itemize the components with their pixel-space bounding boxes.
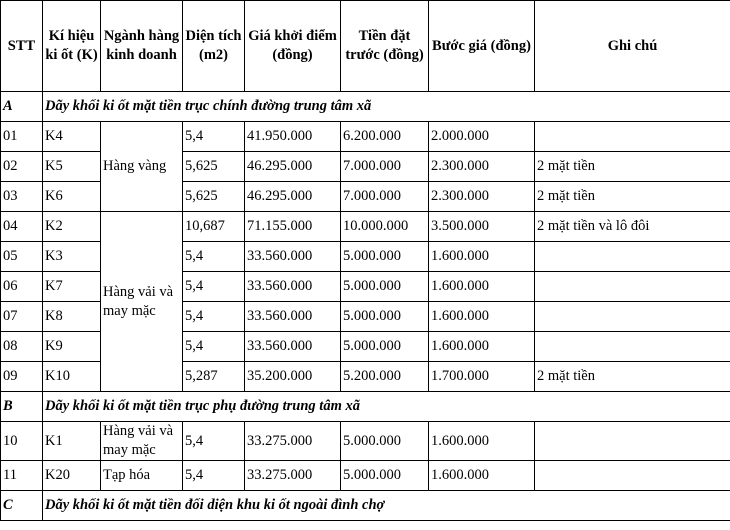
header-area: Diện tích (m2) [183, 1, 245, 92]
cell-stt: 08 [1, 332, 43, 362]
cell-step: 1.600.000 [429, 302, 535, 332]
cell-kiot: K10 [43, 362, 101, 392]
section-title: Dãy khối ki ốt mặt tiền trục phụ đường trung tâm xã [43, 392, 730, 422]
cell-deposit: 5.000.000 [341, 332, 429, 362]
cell-stt: 03 [1, 182, 43, 212]
cell-start-price: 35.200.000 [245, 362, 341, 392]
cell-deposit: 5.000.000 [341, 461, 429, 491]
cell-start-price: 33.275.000 [245, 422, 341, 461]
cell-area: 5,4 [183, 332, 245, 362]
cell-kiot: K9 [43, 332, 101, 362]
cell-stt: 01 [1, 122, 43, 152]
section-code: C [1, 491, 43, 521]
cell-stt: 09 [1, 362, 43, 392]
cell-start-price: 33.275.000 [245, 461, 341, 491]
cell-area: 10,687 [183, 212, 245, 242]
cell-stt: 11 [1, 461, 43, 491]
cell-area: 5,4 [183, 242, 245, 272]
cell-kiot: K6 [43, 182, 101, 212]
cell-category: Hàng vải và may mặc [101, 422, 183, 461]
cell-start-price: 33.560.000 [245, 302, 341, 332]
cell-note [535, 422, 730, 461]
cell-note [535, 302, 730, 332]
section-code: B [1, 392, 43, 422]
cell-step: 1.600.000 [429, 332, 535, 362]
cell-kiot: K5 [43, 152, 101, 182]
cell-kiot: K2 [43, 212, 101, 242]
cell-start-price: 71.155.000 [245, 212, 341, 242]
cell-kiot: K20 [43, 461, 101, 491]
cell-note: 2 mặt tiền [535, 182, 730, 212]
table-row [1, 122, 730, 152]
cell-area: 5,625 [183, 152, 245, 182]
header-kiot: Kí hiệu ki ốt (K) [43, 1, 101, 92]
cell-deposit: 6.200.000 [341, 122, 429, 152]
cell-start-price: 46.295.000 [245, 182, 341, 212]
cell-kiot: K4 [43, 122, 101, 152]
header-row [1, 1, 730, 92]
cell-step: 1.600.000 [429, 422, 535, 461]
cell-step: 2.300.000 [429, 182, 535, 212]
cell-area: 5,4 [183, 422, 245, 461]
cell-area: 5,4 [183, 302, 245, 332]
table-row [1, 422, 730, 461]
cell-step: 1.600.000 [429, 272, 535, 302]
cell-start-price: 33.560.000 [245, 332, 341, 362]
cell-kiot: K3 [43, 242, 101, 272]
cell-note: 2 mặt tiền [535, 362, 730, 392]
section-row [1, 92, 730, 122]
cell-step: 2.000.000 [429, 122, 535, 152]
cell-step: 2.300.000 [429, 152, 535, 182]
cell-area: 5,4 [183, 461, 245, 491]
cell-step: 3.500.000 [429, 212, 535, 242]
cell-category: Hàng vàng [101, 122, 183, 212]
cell-kiot: K7 [43, 272, 101, 302]
header-start-price: Giá khởi điểm (đồng) [245, 1, 341, 92]
cell-deposit: 5.200.000 [341, 362, 429, 392]
section-row [1, 392, 730, 422]
header-stt: STT [1, 1, 43, 92]
cell-stt: 10 [1, 422, 43, 461]
cell-kiot: K1 [43, 422, 101, 461]
cell-kiot: K8 [43, 302, 101, 332]
cell-start-price: 46.295.000 [245, 152, 341, 182]
cell-stt: 07 [1, 302, 43, 332]
header-category: Ngành hàng kinh doanh [101, 1, 183, 92]
cell-area: 5,625 [183, 182, 245, 212]
cell-deposit: 5.000.000 [341, 302, 429, 332]
cell-deposit: 5.000.000 [341, 242, 429, 272]
cell-area: 5,4 [183, 122, 245, 152]
section-row [1, 491, 730, 521]
cell-area: 5,287 [183, 362, 245, 392]
cell-category: Hàng vải và may mặc [101, 212, 183, 392]
cell-start-price: 41.950.000 [245, 122, 341, 152]
table-row [1, 212, 730, 242]
cell-deposit: 5.000.000 [341, 422, 429, 461]
cell-note: 2 mặt tiền [535, 152, 730, 182]
cell-stt: 05 [1, 242, 43, 272]
cell-note [535, 122, 730, 152]
cell-step: 1.600.000 [429, 461, 535, 491]
cell-step: 1.700.000 [429, 362, 535, 392]
section-title: Dãy khối ki ốt mặt tiền trục chính đường trung tâm xã [43, 92, 730, 122]
cell-start-price: 33.560.000 [245, 242, 341, 272]
cell-area: 5,4 [183, 272, 245, 302]
cell-note [535, 332, 730, 362]
header-step: Bước giá (đồng) [429, 1, 535, 92]
cell-category: Tạp hóa [101, 461, 183, 491]
cell-deposit: 7.000.000 [341, 182, 429, 212]
cell-start-price: 33.560.000 [245, 272, 341, 302]
cell-stt: 04 [1, 212, 43, 242]
cell-note [535, 461, 730, 491]
section-title: Dãy khối ki ốt mặt tiền đối diện khu ki ốt ngoài đình chợ [43, 491, 730, 521]
table-row [1, 461, 730, 491]
cell-stt: 02 [1, 152, 43, 182]
cell-deposit: 5.000.000 [341, 272, 429, 302]
section-code: A [1, 92, 43, 122]
cell-deposit: 7.000.000 [341, 152, 429, 182]
cell-note [535, 272, 730, 302]
cell-step: 1.600.000 [429, 242, 535, 272]
cell-deposit: 10.000.000 [341, 212, 429, 242]
header-note: Ghi chú [535, 1, 730, 92]
cell-note: 2 mặt tiền và lô đôi [535, 212, 730, 242]
header-deposit: Tiền đặt trước (đồng) [341, 1, 429, 92]
cell-note [535, 242, 730, 272]
cell-stt: 06 [1, 272, 43, 302]
